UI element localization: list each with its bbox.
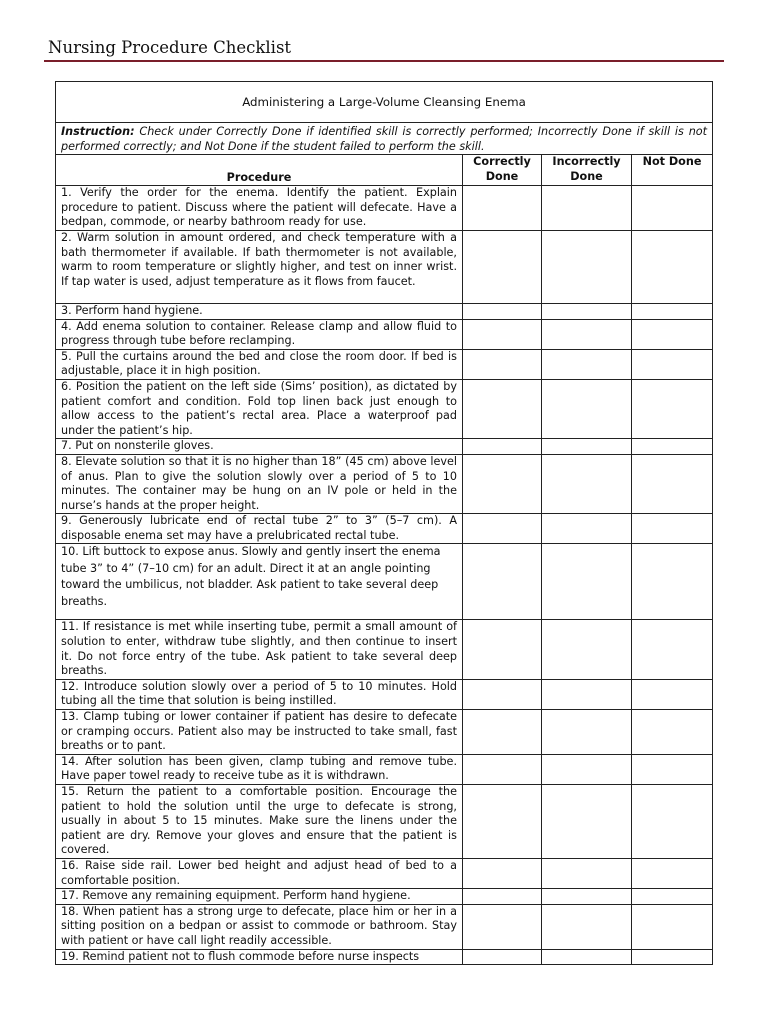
table-row	[56, 230, 713, 303]
incorrectly-done-checkbox-cell[interactable]	[542, 679, 632, 709]
incorrectly-done-checkbox-cell[interactable]	[542, 230, 632, 303]
procedure-step: 17. Remove any remaining equipment. Perform hand hygiene.	[56, 889, 463, 905]
correctly-done-checkbox-cell[interactable]	[463, 544, 542, 620]
incorrectly-done-checkbox-cell[interactable]	[542, 858, 632, 888]
procedure-step: 9. Generously lubricate end of rectal tube 2” to 3” (5–7 cm). A disposable enema set may have a prelubricated rectal tube.	[56, 514, 463, 544]
incorrectly-done-checkbox-cell[interactable]	[542, 949, 632, 965]
incorrectly-done-checkbox-cell[interactable]	[542, 544, 632, 620]
procedure-step: 12. Introduce solution slowly over a period of 5 to 10 minutes. Hold tubing all the time that solution is being instilled.	[56, 679, 463, 709]
not-done-checkbox-cell[interactable]	[632, 379, 713, 438]
procedure-step: 7. Put on nonsterile gloves.	[56, 439, 463, 455]
incorrectly-done-checkbox-cell[interactable]	[542, 904, 632, 949]
table-row	[56, 679, 713, 709]
correctly-done-checkbox-cell[interactable]	[463, 319, 542, 349]
correctly-done-checkbox-cell[interactable]	[463, 754, 542, 784]
table-row	[56, 439, 713, 455]
procedure-step: 15. Return the patient to a comfortable position. Encourage the patient to hold the solution until the urge to defecate is strong, usually in about 5 to 15 minutes. Make sure the linens under the patient are dry. Remove your gloves and ensure that the patient is covered.	[56, 785, 463, 859]
header-divider	[44, 60, 724, 62]
incorrectly-done-checkbox-cell[interactable]	[542, 514, 632, 544]
correctly-done-checkbox-cell[interactable]	[463, 230, 542, 303]
procedure-step: 19. Remind patient not to flush commode before nurse inspects	[56, 949, 463, 965]
checklist-title: Administering a Large-Volume Cleansing Enema	[56, 82, 713, 123]
incorrectly-done-checkbox-cell[interactable]	[542, 439, 632, 455]
incorrectly-done-checkbox-cell[interactable]	[542, 319, 632, 349]
incorrectly-done-checkbox-cell[interactable]	[542, 186, 632, 231]
not-done-checkbox-cell[interactable]	[632, 514, 713, 544]
correctly-done-checkbox-cell[interactable]	[463, 679, 542, 709]
procedure-step: 1. Verify the order for the enema. Identify the patient. Explain procedure to patient. Discuss where the patient will defecate. Have a bedpan, commode, or nearby bathroom ready for use.	[56, 186, 463, 231]
not-done-checkbox-cell[interactable]	[632, 679, 713, 709]
not-done-column-header: Not Done	[632, 155, 713, 186]
instruction-lead: Instruction:	[61, 125, 135, 138]
table-row	[56, 949, 713, 965]
instruction-body: Check under Correctly Done if identified skill is correctly performed; Incorrectly Done if skill is not performed correctly; and Not Done if the student failed to perform the skill.	[61, 125, 708, 153]
table-row	[56, 454, 713, 513]
procedure-step: 14. After solution has been given, clamp tubing and remove tube. Have paper towel ready to receive tube as it is withdrawn.	[56, 754, 463, 784]
incorrectly-done-checkbox-cell[interactable]	[542, 379, 632, 438]
table-row	[56, 904, 713, 949]
page-header-title: Nursing Procedure Checklist	[48, 38, 292, 57]
column-header-row	[56, 155, 713, 186]
table-row	[56, 186, 713, 231]
correctly-done-checkbox-cell[interactable]	[463, 303, 542, 319]
correctly-done-checkbox-cell[interactable]	[463, 454, 542, 513]
title-row	[56, 82, 713, 123]
table-row	[56, 514, 713, 544]
correctly-done-checkbox-cell[interactable]	[463, 620, 542, 679]
correctly-done-checkbox-cell[interactable]	[463, 439, 542, 455]
correctly-done-checkbox-cell[interactable]	[463, 889, 542, 905]
not-done-checkbox-cell[interactable]	[632, 754, 713, 784]
incorrectly-done-checkbox-cell[interactable]	[542, 754, 632, 784]
not-done-checkbox-cell[interactable]	[632, 858, 713, 888]
correctly-done-checkbox-cell[interactable]	[463, 186, 542, 231]
incorrectly-done-checkbox-cell[interactable]	[542, 785, 632, 859]
table-row	[56, 379, 713, 438]
procedure-step: 4. Add enema solution to container. Release clamp and allow fluid to progress through tube before reclamping.	[56, 319, 463, 349]
not-done-checkbox-cell[interactable]	[632, 949, 713, 965]
procedure-step: 11. If resistance is met while inserting tube, permit a small amount of solution to enter, withdraw tube slightly, and then continue to insert it. Do not force entry of the tube. Ask patient to take several deep breaths.	[56, 620, 463, 679]
incorrectly-done-checkbox-cell[interactable]	[542, 303, 632, 319]
incorrectly-done-column-header: Incorrectly Done	[542, 155, 632, 186]
not-done-checkbox-cell[interactable]	[632, 319, 713, 349]
procedure-step: 16. Raise side rail. Lower bed height and adjust head of bed to a comfortable position.	[56, 858, 463, 888]
procedure-step: 8. Elevate solution so that it is no higher than 18” (45 cm) above level of anus. Plan to give the solution slowly over a period of 5 to 10 minutes. The container may be hung on an IV pole or held in the nurse’s hands at the proper height.	[56, 454, 463, 513]
checklist-table	[55, 81, 713, 965]
incorrectly-done-checkbox-cell[interactable]	[542, 349, 632, 379]
not-done-checkbox-cell[interactable]	[632, 186, 713, 231]
not-done-checkbox-cell[interactable]	[632, 904, 713, 949]
correctly-done-checkbox-cell[interactable]	[463, 785, 542, 859]
table-row	[56, 303, 713, 319]
incorrectly-done-checkbox-cell[interactable]	[542, 454, 632, 513]
incorrectly-done-checkbox-cell[interactable]	[542, 710, 632, 755]
table-row	[56, 858, 713, 888]
table-row	[56, 710, 713, 755]
not-done-checkbox-cell[interactable]	[632, 303, 713, 319]
correctly-done-checkbox-cell[interactable]	[463, 904, 542, 949]
procedure-step: 13. Clamp tubing or lower container if patient has desire to defecate or cramping occurs. Patient also may be instructed to take small, fast breaths or to pant.	[56, 710, 463, 755]
not-done-checkbox-cell[interactable]	[632, 454, 713, 513]
incorrectly-done-checkbox-cell[interactable]	[542, 620, 632, 679]
not-done-checkbox-cell[interactable]	[632, 349, 713, 379]
not-done-checkbox-cell[interactable]	[632, 710, 713, 755]
table-row	[56, 349, 713, 379]
correctly-done-checkbox-cell[interactable]	[463, 349, 542, 379]
table-row	[56, 754, 713, 784]
instruction-text	[56, 123, 713, 155]
not-done-checkbox-cell[interactable]	[632, 620, 713, 679]
not-done-checkbox-cell[interactable]	[632, 785, 713, 859]
correctly-done-column-header: Correctly Done	[463, 155, 542, 186]
procedure-step: 5. Pull the curtains around the bed and close the room door. If bed is adjustable, place it in high position.	[56, 349, 463, 379]
procedure-step: 6. Position the patient on the left side (Sims’ position), as dictated by patient comfort and condition. Fold top linen back just enough to allow access to the patient’s rectal area. Place a waterproof pad under the patient’s hip.	[56, 379, 463, 438]
correctly-done-checkbox-cell[interactable]	[463, 379, 542, 438]
procedure-step: 10. Lift buttock to expose anus. Slowly and gently insert the enema tube 3” to 4” (7–10 cm) for an adult. Direct it at an angle pointing toward the umbilicus, not bladder. Ask patient to take several deep breaths.	[56, 544, 463, 620]
correctly-done-checkbox-cell[interactable]	[463, 710, 542, 755]
procedure-step: 18. When patient has a strong urge to defecate, place him or her in a sitting position on a bedpan or assist to commode or bathroom. Stay with patient or have call light readily accessible.	[56, 904, 463, 949]
correctly-done-checkbox-cell[interactable]	[463, 514, 542, 544]
procedure-column-header: Procedure	[56, 155, 463, 186]
table-row	[56, 620, 713, 679]
not-done-checkbox-cell[interactable]	[632, 889, 713, 905]
procedure-step: 3. Perform hand hygiene.	[56, 303, 463, 319]
table-row	[56, 544, 713, 620]
not-done-checkbox-cell[interactable]	[632, 439, 713, 455]
table-row	[56, 319, 713, 349]
table-row	[56, 785, 713, 859]
procedure-step: 2. Warm solution in amount ordered, and check temperature with a bath thermometer if available. If bath thermometer is not available, warm to room temperature or slightly higher, and test on inner wrist. If tap water is used, adjust temperature as it flows from faucet.	[56, 230, 463, 303]
correctly-done-checkbox-cell[interactable]	[463, 949, 542, 965]
instruction-row	[56, 123, 713, 155]
not-done-checkbox-cell[interactable]	[632, 544, 713, 620]
incorrectly-done-checkbox-cell[interactable]	[542, 889, 632, 905]
not-done-checkbox-cell[interactable]	[632, 230, 713, 303]
correctly-done-checkbox-cell[interactable]	[463, 858, 542, 888]
table-row	[56, 889, 713, 905]
